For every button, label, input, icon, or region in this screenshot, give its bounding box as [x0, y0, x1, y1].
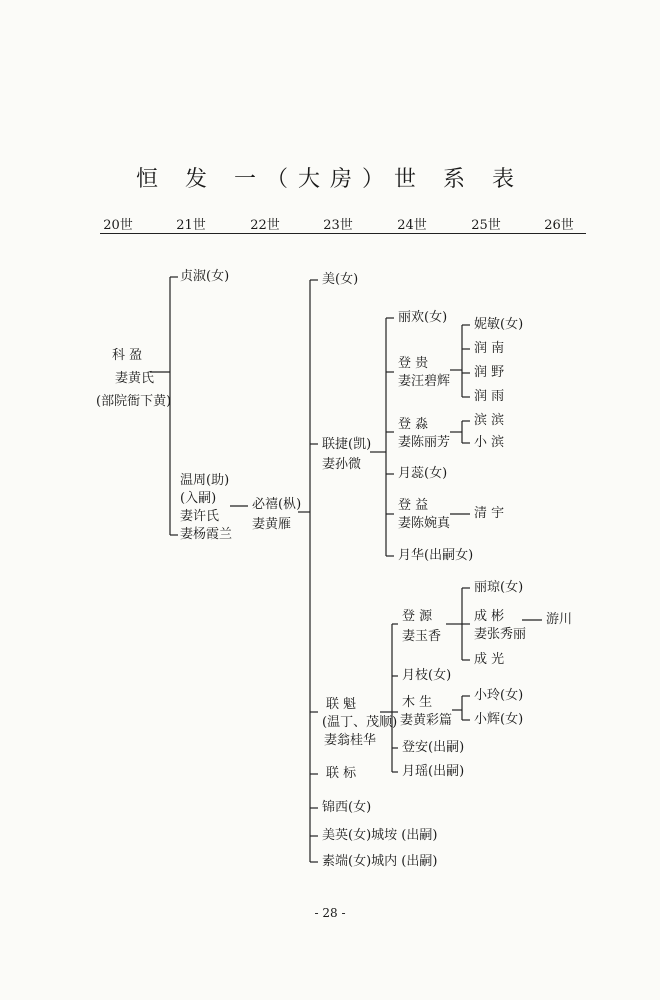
person-zhenshu: 贞淑(女): [180, 269, 230, 284]
person-liqiong: 丽琼(女): [474, 580, 524, 595]
person-wenzhou: 温周(助): [180, 473, 230, 488]
person-dengyi-spouse: 妻陈婉真: [398, 516, 451, 531]
person-lianbiao: 联 标: [326, 766, 357, 781]
person-bixi-spouse: 妻黄雁: [252, 517, 292, 532]
page-number: - 28 -: [314, 906, 346, 920]
person-liankui-note: (温丁、茂顺): [322, 715, 398, 730]
person-chengbin: 成 彬: [474, 609, 505, 624]
person-musheng: 木 生: [402, 695, 433, 710]
person-binbin: 滨 滨: [474, 413, 505, 428]
generation-header-22: 22世: [250, 218, 280, 233]
person-keying: 科 盈: [112, 348, 143, 363]
person-dengmiao: 登 淼: [398, 417, 429, 432]
person-suduan: 素端(女)城内 (出嗣): [322, 854, 438, 869]
page-title: 恒 发 一（大房）世 系 表: [136, 167, 524, 192]
person-runyu: 润 雨: [474, 389, 505, 404]
person-dengmiao-spouse: 妻陈丽芳: [398, 435, 451, 450]
person-dengyuan-spouse: 妻玉香: [402, 629, 442, 644]
generation-header-24: 24世: [397, 218, 427, 233]
person-liankui-spouse: 妻翁桂华: [324, 733, 377, 748]
person-nimin: 妮敏(女): [474, 317, 524, 332]
person-chengguang: 成 光: [474, 652, 505, 667]
person-dengyi: 登 益: [398, 498, 429, 513]
person-wenzhou-spouse-2: 妻杨霞兰: [180, 527, 233, 542]
person-bixi: 必禧(枞): [252, 497, 302, 512]
person-xiaoling: 小玲(女): [474, 688, 524, 703]
person-musheng-spouse: 妻黄彩篇: [400, 713, 453, 728]
person-yueshi: 月蕊(女): [398, 466, 448, 481]
person-jinxi: 锦西(女): [322, 800, 372, 815]
generation-header-23: 23世: [323, 218, 353, 233]
person-wenzhou-note: (入嗣): [180, 491, 217, 506]
person-runye: 润 野: [474, 365, 505, 380]
generation-header-21: 21世: [176, 218, 206, 233]
person-keying-note: (部院衙下黄): [96, 394, 172, 409]
generation-header-25: 25世: [471, 218, 501, 233]
person-xiaohui: 小辉(女): [474, 712, 524, 727]
person-yuezhi: 月枝(女): [402, 668, 452, 683]
person-meiying: 美英(女)城垵 (出嗣): [322, 828, 438, 843]
person-yuehua: 月华(出嗣女): [398, 548, 474, 563]
person-qingyu: 清 宇: [474, 506, 505, 521]
person-keying-spouse: 妻黄氏: [115, 371, 155, 386]
person-dengyuan: 登 源: [402, 609, 433, 624]
person-yueyao: 月瑶(出嗣): [402, 764, 465, 779]
person-denggui-spouse: 妻汪碧辉: [398, 374, 451, 389]
person-xiaobin: 小 滨: [474, 435, 505, 450]
generation-header-26: 26世: [544, 218, 574, 233]
person-mei: 美(女): [322, 272, 359, 287]
person-dengan: 登安(出嗣): [402, 740, 465, 755]
person-liankui: 联 魁: [326, 697, 357, 712]
person-lihuan: 丽欢(女): [398, 310, 448, 325]
person-wenzhou-spouse-1: 妻许氏: [180, 509, 220, 524]
person-denggui: 登 贵: [398, 356, 429, 371]
person-lianjie: 联捷(凯): [322, 437, 372, 452]
person-youchuan: 游川: [546, 612, 573, 627]
person-lianjie-spouse: 妻孙微: [322, 457, 362, 472]
generation-header-20: 20世: [103, 218, 133, 233]
person-runnan: 润 南: [474, 341, 505, 356]
person-chengbin-spouse: 妻张秀丽: [474, 627, 527, 642]
